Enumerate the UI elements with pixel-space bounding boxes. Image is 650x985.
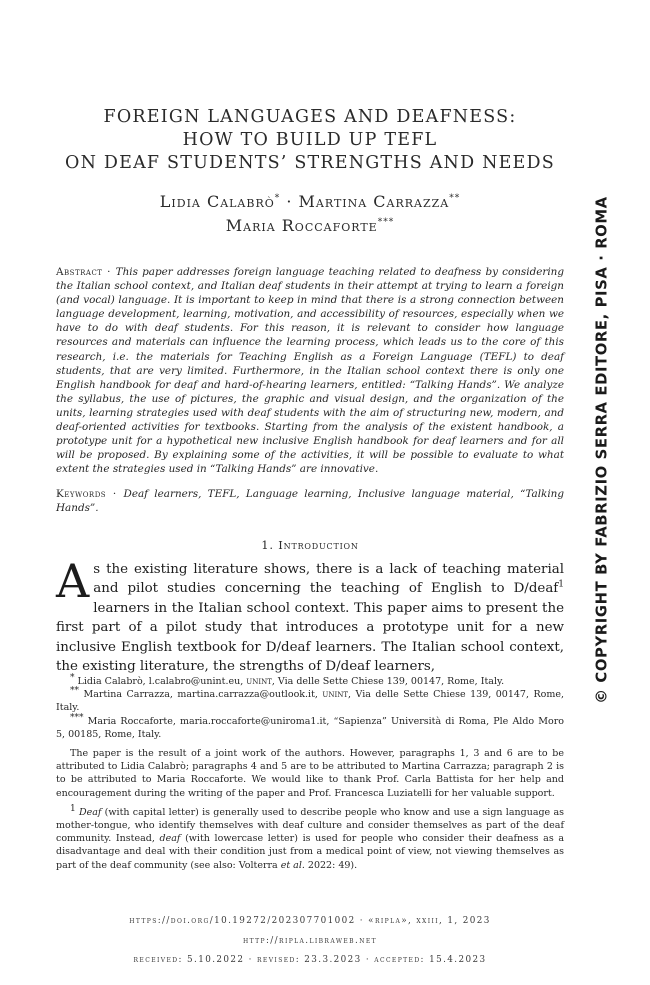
authors-line-2 bbox=[60, 214, 560, 238]
abstract-label: Abstract · bbox=[56, 266, 116, 278]
footnote-text: (with lowercase letter) is used for people who consider their deafness as a disadvantage and deal with their condition just from a medical point of view, not viewing themselves as part of the deaf community (see also: Volterra bbox=[56, 833, 565, 871]
footnote-mark: *** bbox=[70, 712, 84, 723]
authors-line-1 bbox=[60, 190, 560, 214]
title-line-3: ON DEAF STUDENTS’ STRENGTHS AND NEEDS bbox=[65, 153, 555, 173]
abstract-text: This paper addresses foreign language teaching related to deafness by considering the Italian school context, and Italian deaf students in their attempt at trying to learn a foreign (and vocal) language. It is important to keep in mind that there is a strong connection between language development, learning, motivation, and accessibility of resources, especially when we have to do with deaf students. For this reason, it is relevant to consider how language resources and materials can influence the learning process, which leads us to the core of this research, i.e. the materials for Teaching English as a Foreign Language (TEFL) to deaf students, that are very limited. Furthermore, in the Italian school context there is only one English handbook for deaf and hard-of-hearing learners, entitled: “Talking Hands”. We analyze the syllabus, the use of pictures, the graphic and visual design, and the organization of the units, learning strategies used with deaf students with the aim of structuring new, modern, and deaf-oriented activities for textbooks. Starting from the analysis of the existent handbook, a prototype unit for a hypothetical new inclusive English handbook for deaf learners and for all will be proposed. By explaining some of the activities, it will be possible to evaluate to what extent the strategies used in “Talking Hands” are innovative. bbox=[56, 266, 565, 476]
intro-paragraph bbox=[56, 554, 564, 676]
keywords bbox=[56, 487, 564, 515]
footnote-affiliation: unint bbox=[322, 689, 349, 701]
author-3-mark: *** bbox=[377, 217, 395, 228]
dates-line: received: 5.10.2022 · revised: 23.3.2023 · accepted: 15.4.2023 bbox=[133, 955, 487, 965]
footnote-author-1 bbox=[56, 672, 564, 688]
author-3-name: Maria Roccaforte bbox=[225, 216, 378, 235]
author-list bbox=[60, 190, 560, 238]
doi-line: https://doi.org/10.19272/202307701002 · «ripla», xxiii, 1, 2023 bbox=[129, 916, 491, 926]
copyright-sidebar bbox=[590, 196, 614, 704]
footnote-term: deaf bbox=[159, 833, 181, 845]
footnote-affiliation: unint bbox=[246, 676, 272, 687]
footnote-1 bbox=[56, 803, 565, 872]
footnote-author-3 bbox=[56, 712, 564, 741]
footnote-mark: * bbox=[70, 672, 75, 683]
intro-text-start: s the existing literature shows, there is a lack of teaching material and pilot studies concerning the teaching of English to D/deaf bbox=[93, 562, 564, 597]
footnote-text: Martina Carrazza, martina.carrazza@outlook.it, bbox=[83, 689, 323, 701]
section-heading: 1. Introduction bbox=[261, 538, 359, 552]
footnote-ref-1: 1 bbox=[558, 579, 564, 590]
copyright-text: © COPYRIGHT BY FABRIZIO SERRA EDITORE, PISA · ROMA bbox=[593, 196, 611, 704]
author-2-mark: ** bbox=[449, 193, 461, 204]
author-2-name: Martina Carrazza bbox=[298, 192, 450, 211]
footnote-etal: et al. bbox=[280, 859, 305, 871]
footnote-text: Lidia Calabrò, l.calabro@unint.eu, bbox=[77, 676, 247, 687]
page-footer bbox=[56, 912, 564, 971]
title-line-2: HOW TO BUILD UP TEFL bbox=[182, 130, 438, 150]
author-separator: · bbox=[280, 192, 299, 211]
footnote-text: Maria Roccaforte, maria.roccaforte@uniroma1.it, “Sapienza” Università di Roma, Ple Aldo Moro 5, 00185, Rome, Italy. bbox=[56, 715, 564, 740]
keywords-label: Keywords · bbox=[56, 488, 124, 500]
author-1-mark: * bbox=[274, 193, 281, 204]
footnote-text: 2022: 49). bbox=[304, 859, 358, 871]
intro-text-end: learners in the Italian school context. This paper aims to present the first part of a pilot study that introduces a prototype unit for a new inclusive English textbook for D/deaf learners. The Italian school context, the existing literature, the strengths of D/deaf learners, bbox=[56, 600, 564, 675]
footnote-mark: 1 bbox=[70, 803, 76, 814]
paper-title bbox=[60, 106, 560, 175]
footnotes bbox=[56, 672, 565, 872]
footnote-text: (with capital letter) is generally used to describe people who know and use a sign language as mother-tongue, who identify themselves with deaf culture and consider themselves as part of the deaf community. Instead, bbox=[56, 806, 564, 845]
keywords-text: Deaf learners, TEFL, Language learning, Inclusive language material, “Talking Hands”. bbox=[56, 488, 565, 515]
drop-cap: A bbox=[56, 554, 90, 608]
journal-url: http://ripla.libraweb.net bbox=[242, 935, 378, 946]
footnote-author-2 bbox=[56, 688, 564, 714]
footnote-mark: ** bbox=[70, 686, 79, 697]
abstract bbox=[56, 265, 564, 476]
footnote-address: , Via delle Sette Chiese 139, 00147, Rome, Italy. bbox=[56, 689, 564, 714]
footnote-term: Deaf bbox=[79, 806, 102, 818]
footnote-address: , Via delle Sette Chiese 139, 00147, Rome, Italy. bbox=[271, 676, 505, 687]
title-line-1: FOREIGN LANGUAGES AND DEAFNESS: bbox=[103, 107, 517, 127]
footnote-joint-work: The paper is the result of a joint work of the authors. However, paragraphs 1, 3 and 6 are to be attributed to Lidia Calabrò; paragraphs 4 and 5 are to be attributed to Martina Carrazza; paragraph 2 is to be attributed to Maria Roccaforte. We would like to thank Prof. Carla Battista for her help and encouragement during the writing of the paper and Prof. Francesca Luziatelli for her valuable support. bbox=[56, 748, 564, 799]
author-1-name: Lidia Calabrò bbox=[159, 192, 275, 211]
